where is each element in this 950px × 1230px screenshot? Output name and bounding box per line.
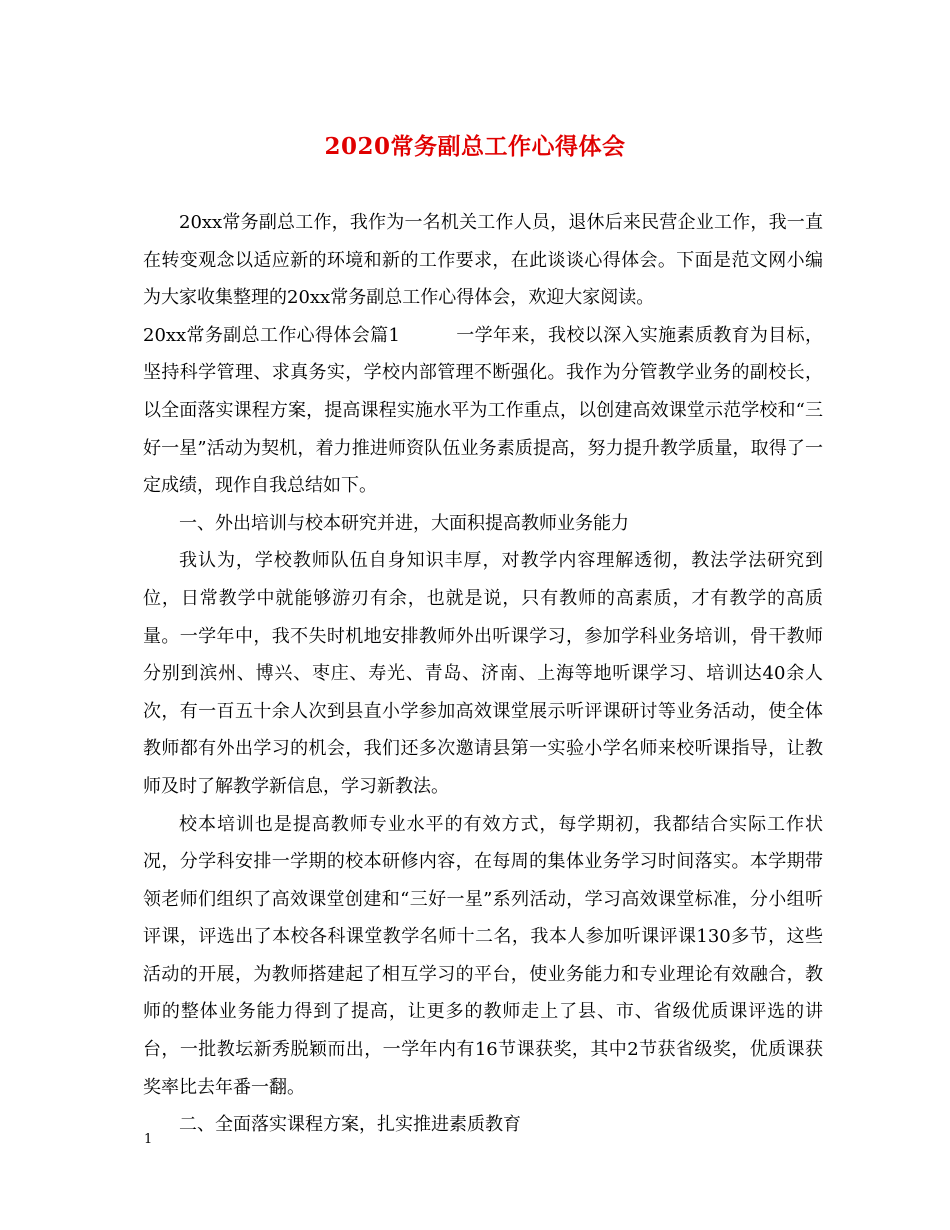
article-paragraph (143, 317, 823, 505)
section-heading-1: 一、外出培训与校本研究并进，大面积提高教师业务能力 (179, 512, 629, 534)
section-heading-2: 二、全面落实课程方案，扎实推进素质教育 (179, 1114, 521, 1136)
intro-paragraph: 20xx常务副总工作，我作为一名机关工作人员，退休后来民营企业工作，我一直在转变观念以适应新的环境和新的工作要求，在此谈谈心得体会。下面是范文网小编为大家收集整理的20xx常务副总工作心得体会，欢迎大家阅读。 (143, 212, 823, 309)
article-lead: 一学年来，我校以深入实施素质教育为目标，坚持科学管理、求真务实，学校内部管理不断强化。我作为分管教学业务的副校长，以全面落实课程方案，提高课程实施水平为工作重点，以创建高效课堂示范学校和“三好一星”活动为契机，着力推进师资队伍业务素质提高，努力提升教学质量，取得了一定成绩，现作自我总结如下。 (143, 324, 823, 497)
page-number: 1 (144, 1132, 153, 1147)
document-title: 2020常务副总工作心得体会 (324, 133, 626, 160)
paragraph-training: 我认为，学校教师队伍自身知识丰厚，对教学内容理解透彻，教法学法研究到位，日常教学中就能够游刃有余，也就是说，只有教师的高素质，才有教学的高质量。一学年中，我不失时机地安排教师外出听课学习，参加学科业务培训，骨干教师分别到滨州、博兴、枣庄、寿光、青岛、济南、上海等地听课学习、培训达40余人次，有一百五十余人次到县直小学参加高效课堂展示听评课研讨等业务活动，使全体教师都有外出学习的机会，我们还多次邀请县第一实验小学名师来校听课指导，让教师及时了解教学新信息，学习新教法。 (143, 550, 823, 797)
document-body (143, 204, 823, 1144)
paragraph-school-based-training: 校本培训也是提高教师专业水平的有效方式，每学期初，我都结合实际工作状况，分学科安排一学期的校本研修内容，在每周的集体业务学习时间落实。本学期带领老师们组织了高效课堂创建和“三好一星”系列活动，学习高效课堂标准，分小组听评课，评选出了本校各科课堂教学名师十二名，我本人参加听课评课130多节，这些活动的开展，为教师搭建起了相互学习的平台，使业务能力和专业理论有效融合，教师的整体业务能力得到了提高，让更多的教师走上了县、市、省级优质课评选的讲台，一批教坛新秀脱颖而出，一学年内有16节课获奖，其中2节获省级奖，优质课获奖率比去年番一翻。 (143, 813, 823, 1098)
article-label: 20xx常务副总工作心得体会篇1 (143, 324, 400, 346)
